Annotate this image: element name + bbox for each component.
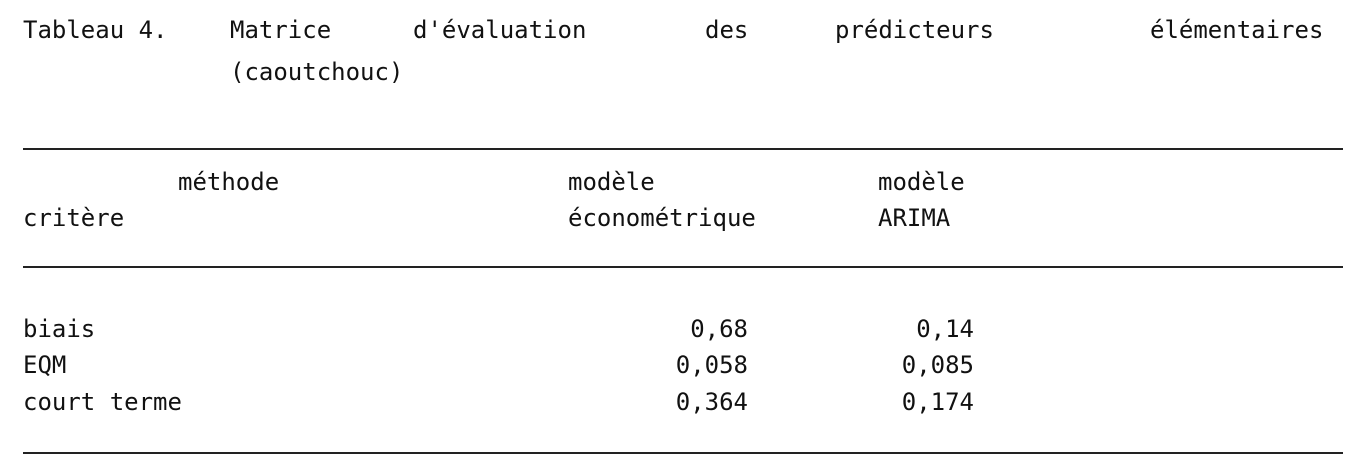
- caption-word-2: d'évaluation: [413, 16, 587, 44]
- row-value-econometric: 0,364: [675, 388, 748, 416]
- row-value-econometric: 0,68: [690, 315, 748, 343]
- table-bottom-rule: [23, 452, 1343, 454]
- row-value-econometric: 0,058: [675, 351, 748, 379]
- table-top-rule: [23, 148, 1343, 150]
- header-econometric-line2: économétrique: [568, 204, 756, 232]
- row-value-arima: 0,14: [916, 315, 974, 343]
- header-arima-line1: modèle: [878, 168, 965, 196]
- caption-word-1: Matrice: [230, 16, 332, 44]
- header-econometric-line1: modèle: [568, 168, 655, 196]
- header-criterion-label: critère: [23, 204, 125, 232]
- row-criterion: biais: [23, 315, 96, 343]
- row-value-arima: 0,174: [901, 388, 974, 416]
- row-criterion: court terme: [23, 388, 182, 416]
- caption-word-4: prédicteurs: [835, 16, 994, 44]
- row-criterion: EQM: [23, 351, 67, 379]
- header-arima-line2: ARIMA: [878, 204, 951, 232]
- caption-subtitle: (caoutchouc): [230, 58, 404, 86]
- caption-word-5: élémentaires: [1150, 16, 1324, 44]
- table-header-rule: [23, 266, 1343, 268]
- caption-label: Tableau 4.: [23, 16, 168, 44]
- header-method-label: méthode: [178, 168, 280, 196]
- caption-word-3: des: [705, 16, 749, 44]
- row-value-arima: 0,085: [901, 351, 974, 379]
